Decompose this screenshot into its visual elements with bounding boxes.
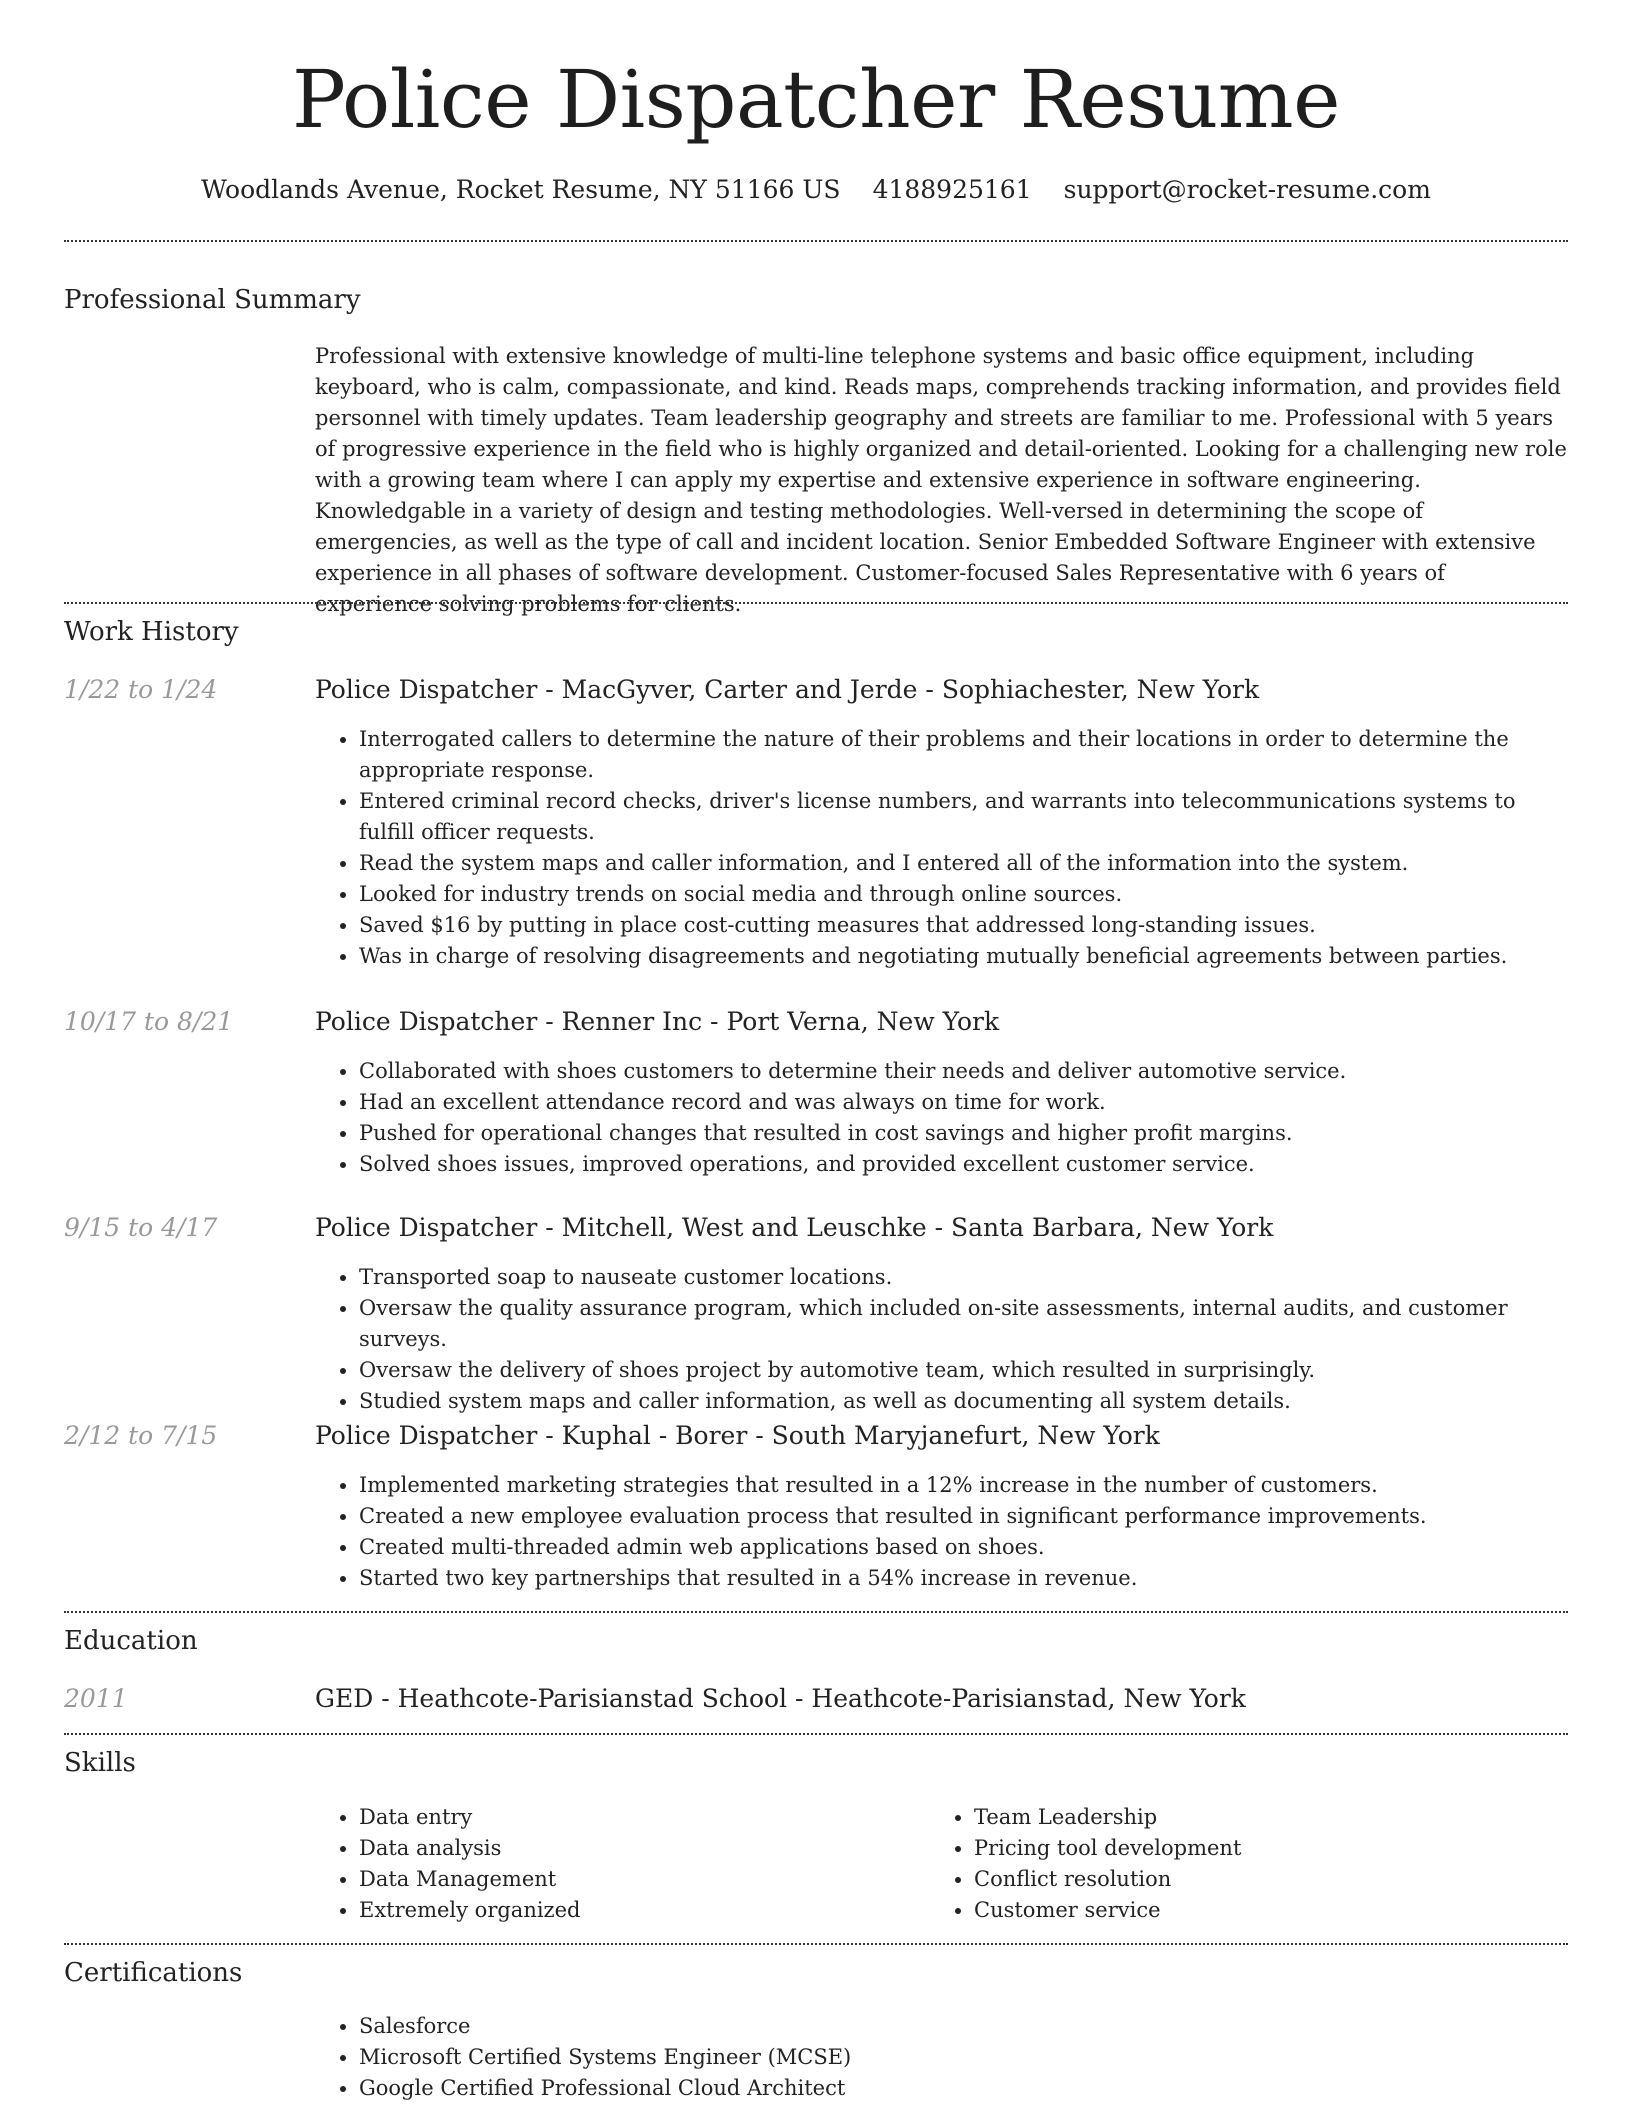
skill-item: • Customer service [974, 1895, 1530, 1926]
summary-heading: Professional Summary [64, 285, 361, 315]
skill-item: • Conflict resolution [974, 1864, 1530, 1895]
education-location: Heathcote-Parisianstad, New York [811, 1684, 1246, 1713]
job-bullet: • Had an excellent attendance record and was always on time for work. [359, 1087, 1568, 1118]
job-dates: 9/15 to 4/17 [64, 1213, 218, 1242]
job-bullet: • Pushed for operational changes that resulted in cost savings and higher profit margins. [359, 1118, 1568, 1149]
job-company: Kuphal - Borer [561, 1421, 748, 1450]
education-year: 2011 [64, 1684, 128, 1713]
job-location: Santa Barbara, New York [950, 1213, 1274, 1242]
job-bullet: • Saved $16 by putting in place cost-cutting measures that addressed long-standing issues. [359, 910, 1568, 941]
job-title [315, 1210, 1273, 1246]
job-bullet: • Collaborated with shoes customers to determine their needs and deliver automotive service. [359, 1056, 1568, 1087]
section-divider [64, 1611, 1568, 1613]
section-divider [64, 1733, 1568, 1735]
job-bullet: • Started two key partnerships that resulted in a 54% increase in revenue. [359, 1563, 1568, 1594]
job-company: Renner Inc [561, 1007, 703, 1036]
job-bullet: • Created a new employee evaluation process that resulted in significant performance improvements. [359, 1501, 1568, 1532]
summary-text: Professional with extensive knowledge of multi-line telephone systems and basic office equipment, including keyboard, who is calm, compassionate, and kind. Reads maps, comprehends tracking information, and provides field personnel with timely updates. Team leadership geography and streets are familiar to me. Professional with 5 years of progressive experience in the field who is highly organized and detail-oriented. Looking for a challenging new role with a growing team where I can apply my expertise and extensive experience in software engineering. Knowledgable in a variety of design and testing methodologies. Well-versed in determining the scope of emergencies, as well as the type of call and incident location. Senior Embedded Software Engineer with extensive experience in all phases of software development. Customer-focused Sales Representative with 6 years of experience solving problems for clients. [315, 344, 1567, 616]
job-role: Police Dispatcher [315, 1007, 538, 1036]
skill-item: • Data entry [359, 1802, 915, 1833]
job-title [315, 1004, 999, 1040]
job-bullets [315, 1470, 1568, 1594]
work-history-heading: Work History [64, 617, 239, 647]
skill-item: • Pricing tool development [974, 1833, 1530, 1864]
skills-list-right [930, 1802, 1530, 1926]
job-title [315, 672, 1259, 708]
job-bullet: • Implemented marketing strategies that resulted in a 12% increase in the number of customers. [359, 1470, 1568, 1501]
job-dates: 1/22 to 1/24 [64, 675, 218, 704]
job-location: South Maryjanefurt, New York [771, 1421, 1160, 1450]
section-divider [64, 240, 1568, 242]
job-bullets [315, 1056, 1568, 1180]
job-bullet: • Oversaw the quality assurance program, which included on-site assessments, internal audits, and customer surveys. [359, 1293, 1568, 1355]
contact-address: Woodlands Avenue, Rocket Resume, NY 51166 US [201, 175, 841, 204]
job-location: Sophiachester, New York [941, 675, 1260, 704]
education-heading: Education [64, 1626, 198, 1656]
resume-title: Police Dispatcher Resume [291, 53, 1341, 146]
education-title [315, 1681, 1246, 1717]
job-bullet: • Created multi-threaded admin web applications based on shoes. [359, 1532, 1568, 1563]
job-bullet: • Transported soap to nauseate customer locations. [359, 1262, 1568, 1293]
certification-item: • Salesforce [359, 2011, 1568, 2042]
job-role: Police Dispatcher [315, 1213, 538, 1242]
section-divider [64, 1943, 1568, 1945]
job-location: Port Verna, New York [726, 1007, 1000, 1036]
certifications-heading: Certifications [64, 1958, 243, 1988]
job-company: Mitchell, West and Leuschke [561, 1213, 927, 1242]
skill-item: • Team Leadership [974, 1802, 1530, 1833]
job-bullet: • Looked for industry trends on social media and through online sources. [359, 879, 1568, 910]
contact-email: support@rocket-resume.com [1063, 175, 1431, 204]
education-school: Heathcote-Parisianstad School [397, 1684, 788, 1713]
job-role: Police Dispatcher [315, 675, 538, 704]
job-bullet: • Studied system maps and caller information, as well as documenting all system details. [359, 1386, 1568, 1417]
job-bullet: • Oversaw the delivery of shoes project by automotive team, which resulted in surprisingly. [359, 1355, 1568, 1386]
skills-heading: Skills [64, 1748, 136, 1778]
job-dates: 2/12 to 7/15 [64, 1421, 218, 1450]
job-title [315, 1418, 1160, 1454]
job-bullet: • Interrogated callers to determine the nature of their problems and their locations in order to determine the appropriate response. [359, 724, 1568, 786]
job-bullet: • Read the system maps and caller information, and I entered all of the information into the system. [359, 848, 1568, 879]
job-bullets [315, 724, 1568, 972]
job-bullet: • Solved shoes issues, improved operations, and provided excellent customer service. [359, 1149, 1568, 1180]
skills-list-left [315, 1802, 915, 1926]
certification-item: • Google Certified Professional Cloud Architect [359, 2073, 1568, 2104]
job-dates: 10/17 to 8/21 [64, 1007, 234, 1036]
certification-item: • Microsoft Certified Systems Engineer (MCSE) [359, 2042, 1568, 2073]
education-degree: GED [315, 1684, 374, 1713]
skill-item: • Data Management [359, 1864, 915, 1895]
job-bullet: • Was in charge of resolving disagreements and negotiating mutually beneficial agreements between parties. [359, 941, 1568, 972]
job-role: Police Dispatcher [315, 1421, 538, 1450]
contact-phone: 4188925161 [872, 175, 1032, 204]
section-divider [64, 602, 1568, 604]
job-company: MacGyver, Carter and Jerde [561, 675, 918, 704]
skill-item: • Data analysis [359, 1833, 915, 1864]
certifications-list [315, 2011, 1568, 2104]
contact-line [64, 172, 1568, 208]
job-bullet: • Entered criminal record checks, driver's license numbers, and warrants into telecommunications systems to fulfill officer requests. [359, 786, 1568, 848]
job-bullets [315, 1262, 1568, 1417]
skill-item: • Extremely organized [359, 1895, 915, 1926]
